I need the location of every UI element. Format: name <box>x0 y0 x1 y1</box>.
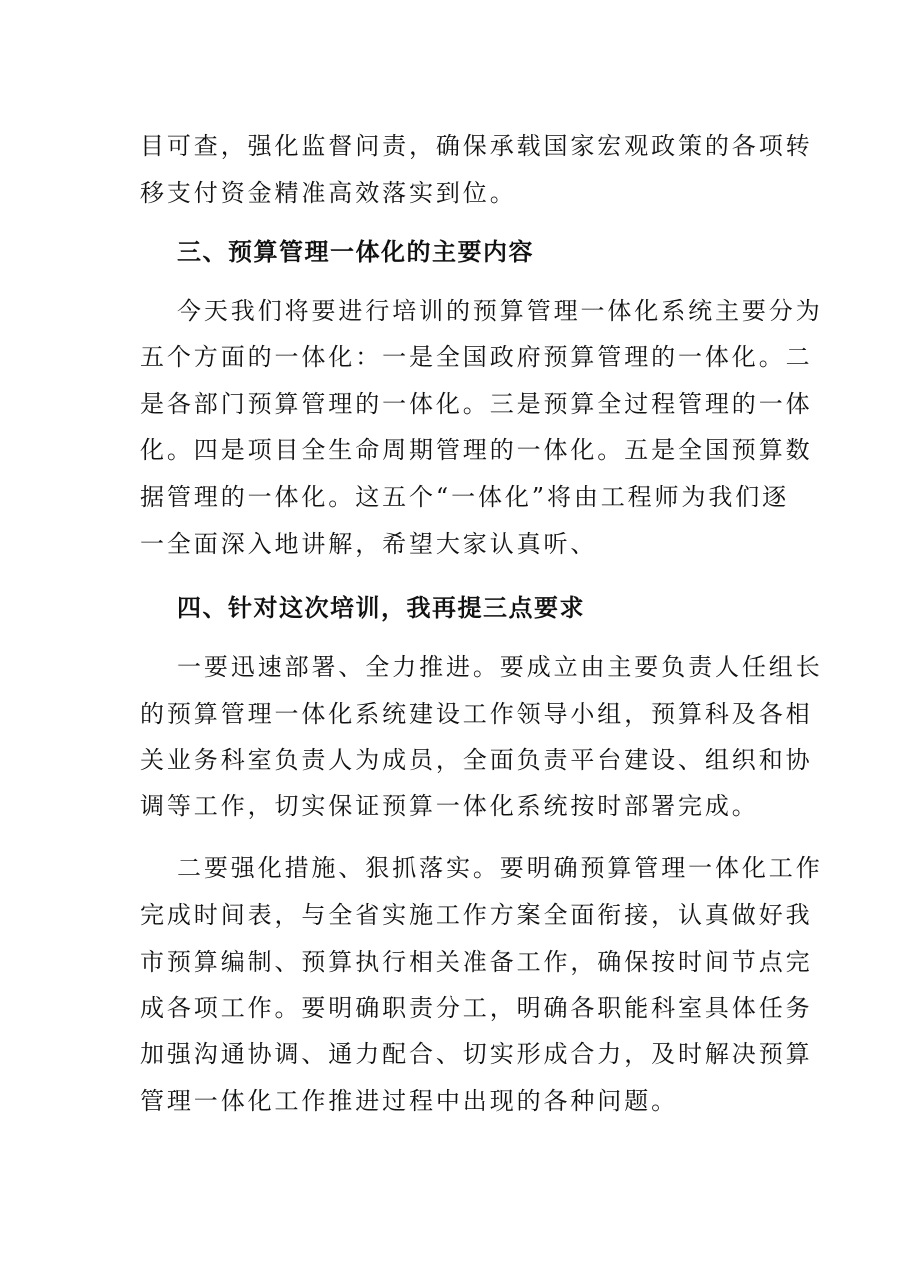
paragraph-line: 成各项工作。要明确职责分工，明确各职能科室具体任务 <box>140 994 813 1022</box>
paragraph-line: 是各部门预算管理的一体化。三是预算全过程管理的一体 <box>140 390 813 418</box>
paragraph-line: 调等工作，切实保证预算一体化系统按时部署完成。 <box>140 792 759 820</box>
paragraph-line: 化。四是项目全生命周期管理的一体化。五是全国预算数 <box>140 436 813 464</box>
paragraph-line: 完成时间表，与全省实施工作方案全面衔接，认真做好我 <box>140 901 813 929</box>
paragraph-line: 今天我们将要进行培训的预算管理一体化系统主要分为 <box>177 297 823 325</box>
paragraph-line: 市预算编制、预算执行相关准备工作，确保按时间节点完 <box>140 948 813 976</box>
paragraph-line: 二要强化措施、狠抓落实。要明确预算管理一体化工作 <box>177 854 823 882</box>
section-heading-3: 三、预算管理一体化的主要内容 <box>177 238 534 266</box>
paragraph-line: 一全面深入地讲解，希望大家认真听、 <box>140 530 598 558</box>
paragraph-line: 管理一体化工作推进过程中出现的各种问题。 <box>140 1087 678 1115</box>
section-heading-4: 四、针对这次培训，我再提三点要求 <box>177 594 585 622</box>
paragraph-line: 据管理的一体化。这五个“一体化”将由工程师为我们逐 <box>140 483 790 511</box>
paragraph-line: 加强沟通协调、通力配合、切实形成合力，及时解决预算 <box>140 1040 813 1068</box>
paragraph-line: 目可查，强化监督问责，确保承载国家宏观政策的各项转 <box>140 132 813 160</box>
paragraph-line: 五个方面的一体化：一是全国政府预算管理的一体化。二 <box>140 343 813 371</box>
paragraph-line: 的预算管理一体化系统建设工作领导小组，预算科及各相 <box>140 700 813 728</box>
paragraph-line: 移支付资金精准高效落实到位。 <box>140 179 517 207</box>
paragraph-line: 一要迅速部署、全力推进。要成立由主要负责人任组长 <box>177 653 823 681</box>
paragraph-line: 关业务科室负责人为成员，全面负责平台建设、组织和协 <box>140 746 813 774</box>
